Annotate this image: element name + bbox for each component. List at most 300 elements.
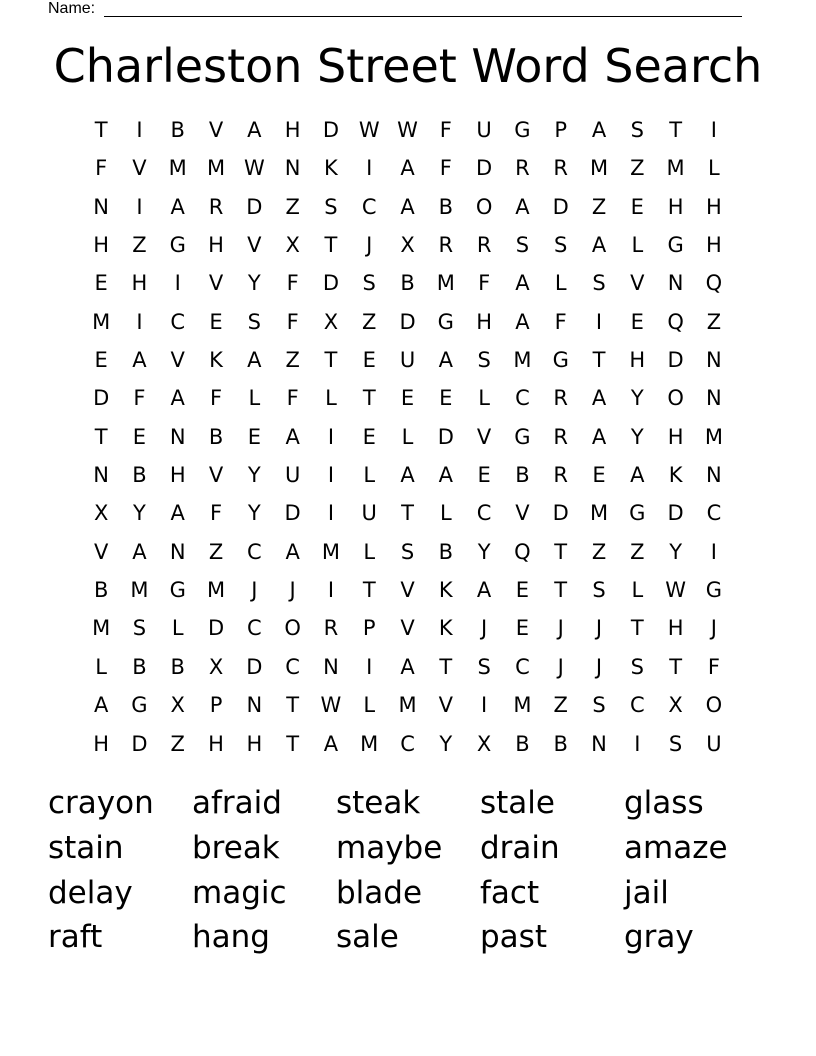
grid-row [82, 686, 733, 724]
grid-cell: V [132, 156, 147, 181]
grid-cell: L [439, 501, 452, 526]
grid-cell: H [667, 424, 684, 449]
grid-cell: Z [591, 539, 607, 564]
grid-cell: S [515, 233, 530, 258]
grid-cell: P [554, 118, 568, 142]
grid-cell: F [95, 156, 108, 181]
grid-cell: M [206, 156, 226, 181]
grid-cell: Z [706, 309, 722, 334]
grid-cell: B [132, 654, 147, 679]
grid-row [82, 571, 733, 609]
grid-cell: I [327, 501, 335, 526]
grid-cell: D [437, 424, 454, 449]
grid-cell: I [136, 118, 143, 142]
grid-cell: R [553, 463, 568, 488]
word-bank-item: blade [336, 874, 423, 911]
grid-row [82, 725, 733, 763]
grid-cell: H [208, 731, 224, 756]
grid-cell: E [400, 386, 415, 411]
grid-cell: H [93, 731, 110, 756]
grid-cell: M [92, 309, 111, 334]
grid-cell: V [247, 233, 262, 258]
grid-cell: H [706, 233, 722, 258]
grid-cell: I [710, 539, 717, 564]
grid-cell: E [362, 348, 376, 373]
grid-cell: T [286, 693, 300, 718]
grid-cell: G [552, 348, 569, 373]
grid-cell: B [93, 578, 109, 603]
grid-cell: F [209, 501, 223, 526]
grid-cell: Z [208, 539, 224, 564]
grid-cell: I [174, 271, 181, 296]
grid-cell: H [131, 271, 148, 296]
grid-cell: K [324, 156, 338, 181]
word-bank-item: sale [336, 919, 399, 956]
grid-cell: Q [705, 271, 723, 296]
grid-cell: N [667, 271, 684, 296]
grid-cell: A [285, 424, 300, 449]
grid-cell: E [94, 348, 108, 373]
grid-cell: T [439, 654, 453, 679]
grid-cell: B [515, 463, 530, 488]
grid-cell: Y [477, 539, 491, 564]
grid-cell: M [513, 693, 532, 718]
grid-row [82, 609, 733, 647]
grid-cell: Y [630, 424, 644, 449]
grid-row [82, 341, 733, 379]
grid-cell: U [361, 501, 377, 526]
grid-cell: A [132, 539, 147, 564]
grid-cell: B [170, 118, 185, 142]
grid-cell: L [708, 156, 720, 181]
grid-cell: B [208, 424, 224, 449]
word-bank-item: raft [48, 919, 103, 956]
grid-cell: Q [514, 539, 531, 564]
grid-cell: I [366, 654, 373, 679]
grid-cell: Z [132, 233, 147, 258]
grid-row [82, 533, 733, 571]
grid-cell: D [93, 386, 110, 411]
grid-cell: X [208, 654, 224, 679]
grid-cell: S [630, 654, 644, 679]
grid-row [82, 111, 733, 149]
grid-row [82, 226, 733, 264]
grid-cell: I [634, 731, 641, 756]
grid-cell: J [557, 616, 564, 641]
word-bank-item: crayon [48, 785, 154, 821]
grid-cell: A [630, 463, 645, 488]
grid-cell: E [94, 271, 108, 296]
word-bank-item: past [480, 919, 547, 956]
grid-cell: N [323, 654, 339, 679]
page-title: Charleston Street Word Search [53, 39, 763, 93]
grid-cell: V [438, 693, 453, 718]
grid-cell: X [476, 731, 492, 756]
grid-cell: G [131, 693, 148, 718]
grid-cell: R [515, 156, 530, 181]
grid-cell: M [589, 156, 609, 181]
grid-cell: E [209, 309, 223, 334]
grid-cell: A [515, 309, 530, 334]
grid-cell: B [438, 539, 454, 564]
grid-cell: C [515, 386, 530, 411]
grid-cell: E [630, 309, 644, 334]
grid-cell: D [131, 731, 148, 756]
grid-cell: D [284, 501, 301, 526]
grid-cell: T [669, 654, 683, 679]
word-bank-item: magic [192, 874, 287, 911]
grid-row [82, 418, 733, 456]
grid-cell: X [323, 309, 339, 334]
grid-cell: J [251, 578, 258, 603]
grid-cell: D [667, 501, 684, 526]
grid-cell: A [93, 693, 109, 718]
grid-cell: C [476, 501, 492, 526]
grid-cell: H [629, 348, 646, 373]
grid-cell: H [667, 616, 684, 641]
grid-cell: X [170, 693, 185, 718]
grid-cell: A [591, 118, 607, 142]
grid-cell: G [437, 309, 454, 334]
grid-cell: C [706, 501, 722, 526]
grid-cell: X [668, 693, 683, 718]
grid-cell: C [629, 693, 645, 718]
grid-cell: D [476, 156, 493, 181]
grid-cell: T [324, 233, 338, 258]
grid-cell: Q [667, 309, 684, 334]
grid-cell: F [707, 654, 720, 679]
grid-row [82, 149, 733, 187]
grid-cell: D [322, 118, 340, 142]
grid-cell: F [439, 118, 452, 142]
grid-cell: L [631, 233, 644, 258]
grid-cell: N [93, 463, 109, 488]
grid-cell: N [246, 693, 263, 718]
grid-cell: N [284, 156, 301, 181]
grid-cell: R [438, 233, 454, 258]
grid-cell: D [246, 194, 263, 219]
grid-cell: Z [285, 348, 300, 373]
grid-cell: F [133, 386, 146, 411]
grid-cell: R [553, 156, 568, 181]
grid-cell: I [481, 693, 488, 718]
grid-cell: E [362, 424, 376, 449]
grid-cell: S [324, 194, 338, 219]
grid-cell: H [169, 463, 186, 488]
grid-cell: H [246, 731, 263, 756]
grid-cell: J [710, 616, 717, 641]
grid-cell: T [592, 348, 606, 373]
grid-cell: M [130, 578, 149, 603]
name-line [104, 16, 742, 17]
word-bank-item: break [192, 829, 280, 866]
grid-cell: K [438, 616, 453, 641]
grid-cell: R [553, 424, 568, 449]
grid-cell: F [439, 156, 452, 181]
grid-cell: U [476, 118, 492, 142]
grid-cell: U [284, 463, 301, 488]
grid-cell: E [132, 424, 147, 449]
grid-row [82, 648, 733, 686]
grid-cell: F [209, 386, 223, 411]
grid-cell: M [589, 501, 609, 526]
grid-cell: B [400, 271, 415, 296]
grid-cell: G [169, 578, 186, 603]
grid-cell: Y [630, 386, 644, 411]
grid-cell: V [208, 118, 224, 142]
grid-cell: W [243, 156, 265, 181]
grid-cell: T [554, 578, 568, 603]
grid-cell: K [668, 463, 683, 488]
grid-cell: F [478, 271, 491, 296]
grid-cell: N [706, 348, 722, 373]
grid-cell: T [630, 616, 644, 641]
word-bank [48, 781, 768, 960]
grid-cell: J [366, 233, 373, 258]
grid-cell: X [285, 233, 300, 258]
grid-cell: V [208, 271, 224, 296]
grid-cell: A [476, 578, 492, 603]
grid-row [82, 264, 733, 302]
grid-cell: P [362, 616, 376, 641]
grid-cell: L [95, 654, 107, 679]
grid-cell: N [591, 731, 607, 756]
grid-row [82, 379, 733, 417]
grid-cell: E [439, 386, 453, 411]
grid-cell: T [362, 578, 376, 603]
grid-cell: J [595, 654, 603, 679]
grid-cell: A [438, 463, 453, 488]
grid-cell: C [515, 654, 530, 679]
grid-cell: V [476, 424, 492, 449]
grid-cell: O [705, 693, 723, 718]
grid-cell: M [321, 539, 340, 564]
grid-cell: A [247, 348, 262, 373]
grid-cell: K [209, 348, 223, 373]
grid-cell: C [247, 616, 262, 641]
grid-cell: D [207, 616, 225, 641]
grid-cell: I [327, 463, 335, 488]
grid-cell: A [400, 194, 415, 219]
word-bank-item: maybe [336, 829, 443, 866]
word-bank-item: delay [48, 874, 133, 911]
grid-cell: M [666, 156, 685, 181]
grid-cell: L [478, 386, 490, 411]
word-bank-item: steak [336, 785, 421, 821]
grid-cell: I [327, 578, 335, 603]
grid-cell: Z [170, 731, 185, 756]
grid-cell: U [399, 348, 416, 373]
grid-cell: R [208, 194, 224, 219]
grid-cell: L [554, 271, 567, 296]
grid-cell: C [170, 309, 186, 334]
grid-cell: F [286, 386, 299, 411]
grid-cell: J [557, 654, 564, 679]
grid-cell: X [400, 233, 415, 258]
grid-cell: J [289, 578, 296, 603]
word-bank-item: fact [480, 874, 540, 911]
grid-cell: I [595, 309, 603, 334]
grid-cell: W [397, 118, 418, 142]
grid-cell: B [515, 731, 530, 756]
grid-cell: I [327, 424, 335, 449]
grid-cell: L [325, 386, 337, 411]
grid-cell: L [248, 386, 261, 411]
grid-cell: R [323, 616, 339, 641]
grid-cell: J [595, 616, 603, 641]
grid-cell: G [667, 233, 684, 258]
grid-cell: E [515, 578, 530, 603]
grid-cell: L [363, 693, 376, 718]
grid-cell: S [362, 271, 376, 296]
grid-cell: I [136, 309, 143, 334]
grid-cell: C [247, 539, 262, 564]
grid-cell: A [170, 386, 185, 411]
grid-cell: V [170, 348, 185, 373]
grid-cell: Z [630, 156, 645, 181]
grid-cell: Y [247, 271, 261, 296]
word-bank-item: gray [624, 919, 694, 956]
grid-cell: V [93, 539, 109, 564]
grid-cell: E [247, 424, 261, 449]
grid-cell: B [438, 194, 454, 219]
grid-cell: E [630, 194, 644, 219]
grid-cell: A [170, 194, 185, 219]
word-bank-item: glass [624, 785, 704, 821]
grid-cell: M [398, 693, 417, 718]
grid-cell: H [706, 194, 722, 219]
grid-cell: G [629, 501, 646, 526]
grid-cell: B [132, 463, 147, 488]
grid-cell: N [706, 463, 722, 488]
grid-cell: I [710, 118, 717, 142]
grid-cell: D [552, 501, 569, 526]
grid-cell: V [515, 501, 530, 526]
grid-row [82, 188, 733, 226]
grid-cell: D [399, 309, 416, 334]
grid-cell: M [704, 424, 723, 449]
grid-cell: Z [362, 309, 377, 334]
grid-cell: A [400, 463, 415, 488]
grid-row [82, 456, 733, 494]
grid-cell: E [477, 463, 491, 488]
grid-cell: Z [553, 693, 568, 718]
grid-cell: M [513, 348, 532, 373]
grid-cell: H [667, 194, 684, 219]
grid-cell: F [554, 309, 567, 334]
grid-cell: N [93, 194, 109, 219]
grid-cell: H [476, 309, 493, 334]
grid-cell: H [208, 233, 224, 258]
grid-cell: S [592, 271, 606, 296]
word-bank-item: stale [480, 785, 555, 821]
grid-cell: V [208, 463, 224, 488]
grid-cell: U [706, 731, 722, 756]
grid-cell: S [592, 578, 606, 603]
grid-cell: M [92, 616, 111, 641]
grid-cell: S [132, 616, 147, 641]
grid-cell: S [630, 118, 644, 142]
grid-cell: H [93, 233, 110, 258]
grid-cell: W [358, 118, 380, 142]
grid-cell: V [630, 271, 645, 296]
letter-grid [82, 111, 733, 763]
grid-cell: S [247, 309, 261, 334]
grid-cell: A [515, 271, 530, 296]
grid-cell: V [400, 578, 415, 603]
grid-cell: S [554, 233, 568, 258]
grid-cell: H [284, 118, 301, 142]
grid-cell: V [400, 616, 415, 641]
grid-cell: A [323, 731, 339, 756]
grid-cell: C [361, 194, 377, 219]
grid-cell: S [592, 693, 606, 718]
grid-cell: I [136, 194, 143, 219]
grid-cell: T [401, 501, 414, 526]
grid-cell: Z [630, 539, 645, 564]
grid-cell: W [320, 693, 342, 718]
grid-cell: D [246, 654, 263, 679]
grid-cell: B [553, 731, 568, 756]
word-bank-item: stain [48, 829, 124, 866]
grid-cell: A [591, 233, 607, 258]
word-bank-item: drain [480, 829, 560, 866]
grid-cell: D [667, 348, 684, 373]
grid-cell: F [286, 271, 299, 296]
grid-cell: L [631, 578, 644, 603]
grid-cell: A [170, 501, 185, 526]
grid-cell: M [206, 578, 226, 603]
grid-cell: Y [439, 731, 453, 756]
grid-cell: L [363, 463, 376, 488]
grid-cell: T [324, 348, 338, 373]
word-bank-item: jail [624, 874, 669, 911]
grid-cell: L [363, 539, 376, 564]
grid-cell: A [515, 194, 530, 219]
grid-cell: L [401, 424, 414, 449]
grid-cell: O [475, 194, 493, 219]
grid-cell: S [477, 654, 491, 679]
grid-cell: Y [133, 501, 146, 526]
grid-cell: F [286, 309, 299, 334]
grid-cell: M [360, 731, 379, 756]
grid-cell: A [247, 118, 262, 142]
grid-cell: G [514, 424, 531, 449]
word-bank-item: afraid [192, 785, 282, 821]
grid-cell: A [438, 348, 453, 373]
grid-cell: J [481, 616, 488, 641]
grid-cell: T [94, 424, 108, 449]
grid-cell: S [477, 348, 491, 373]
grid-cell: R [553, 386, 568, 411]
grid-cell: N [169, 424, 186, 449]
name-field [48, 0, 742, 18]
grid-cell: Y [247, 501, 261, 526]
grid-cell: T [286, 731, 300, 756]
grid-cell: I [366, 156, 373, 181]
grid-cell: M [436, 271, 455, 296]
grid-cell: C [400, 731, 415, 756]
grid-cell: S [400, 539, 415, 564]
grid-cell: S [668, 731, 683, 756]
grid-cell: R [476, 233, 492, 258]
grid-cell: A [132, 348, 147, 373]
grid-cell: Z [285, 194, 300, 219]
word-bank-item: hang [192, 919, 270, 956]
grid-cell: N [706, 386, 722, 411]
grid-cell: T [94, 118, 108, 142]
grid-cell: G [169, 233, 186, 258]
